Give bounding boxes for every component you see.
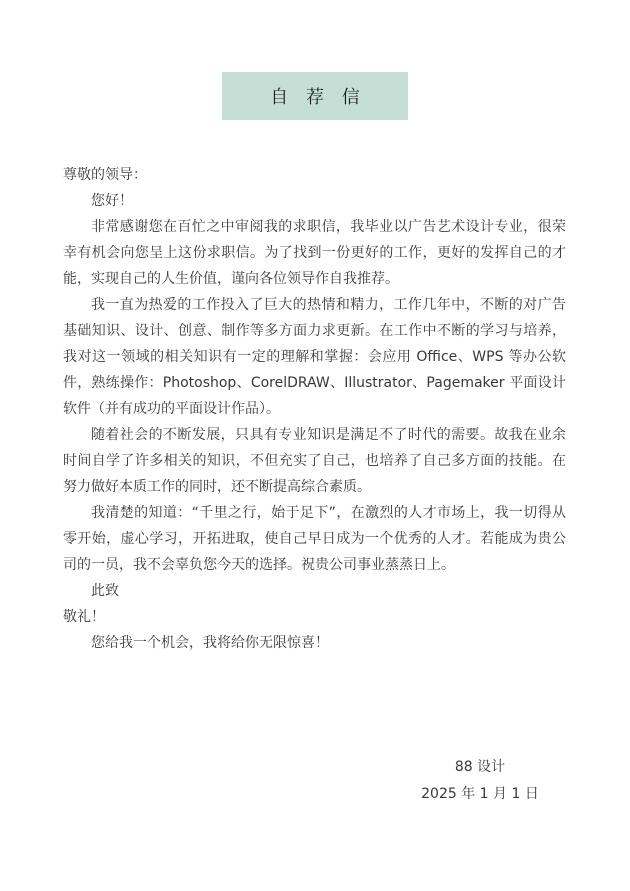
letter-title-banner: [222, 72, 408, 120]
letter-body: [63, 162, 566, 656]
closing-cizhi: 此致: [91, 583, 119, 599]
greeting: 您好！: [91, 193, 133, 209]
signature-name: 88 设计: [454, 759, 506, 775]
paragraph-aspiration: 我清楚的知道：“千里之行，始于足下”，在激烈的人才市场上，我一切得从零开始，虚心学习，开拓进取，使自己早日成为一个优秀的人才。若能成为贵公司的一员，我不会辜负您今天的选择。祝贵公司事业蒸蒸日上。: [63, 505, 566, 573]
letter-title: 自 荐 信: [270, 87, 366, 108]
salutation: 尊敬的领导：: [63, 167, 147, 183]
signature-block: [375, 754, 585, 808]
closing-jingli: 敬礼！: [63, 609, 105, 625]
paragraph-self-study: 随着社会的不断发展，只具有专业知识是满足不了时代的需要。故我在业余时间自学了许多相关的知识，不但充实了自己，也培养了自己多方面的技能。在努力做好本质工作的同时，还不断提高综合素质。: [63, 427, 566, 495]
paragraph-skills: 我一直为热爱的工作投入了巨大的热情和精力，工作几年中，不断的对广告基础知识、设计、创意、制作等多方面力求更新。在工作中不断的学习与培养，我对这一领域的相关知识有一定的理解和掌握：会应用 Office、WPS 等办公软件，熟练操作：Photoshop、CorelDRAW、Illustrator、Pagemaker 平面设计软件（并有成功的平面设计作品）。: [63, 297, 566, 417]
paragraph-intro: 非常感谢您在百忙之中审阅我的求职信，我毕业以广告艺术设计专业，很荣幸有机会向您呈上这份求职信。为了找到一份更好的工作，更好的发挥自己的才能，实现自己的人生价值，谨向各位领导作自我推荐。: [63, 219, 566, 287]
signature-date: 2025 年 1 月 1 日: [421, 786, 539, 802]
postscript: 您给我一个机会，我将给你无限惊喜！: [91, 635, 329, 651]
